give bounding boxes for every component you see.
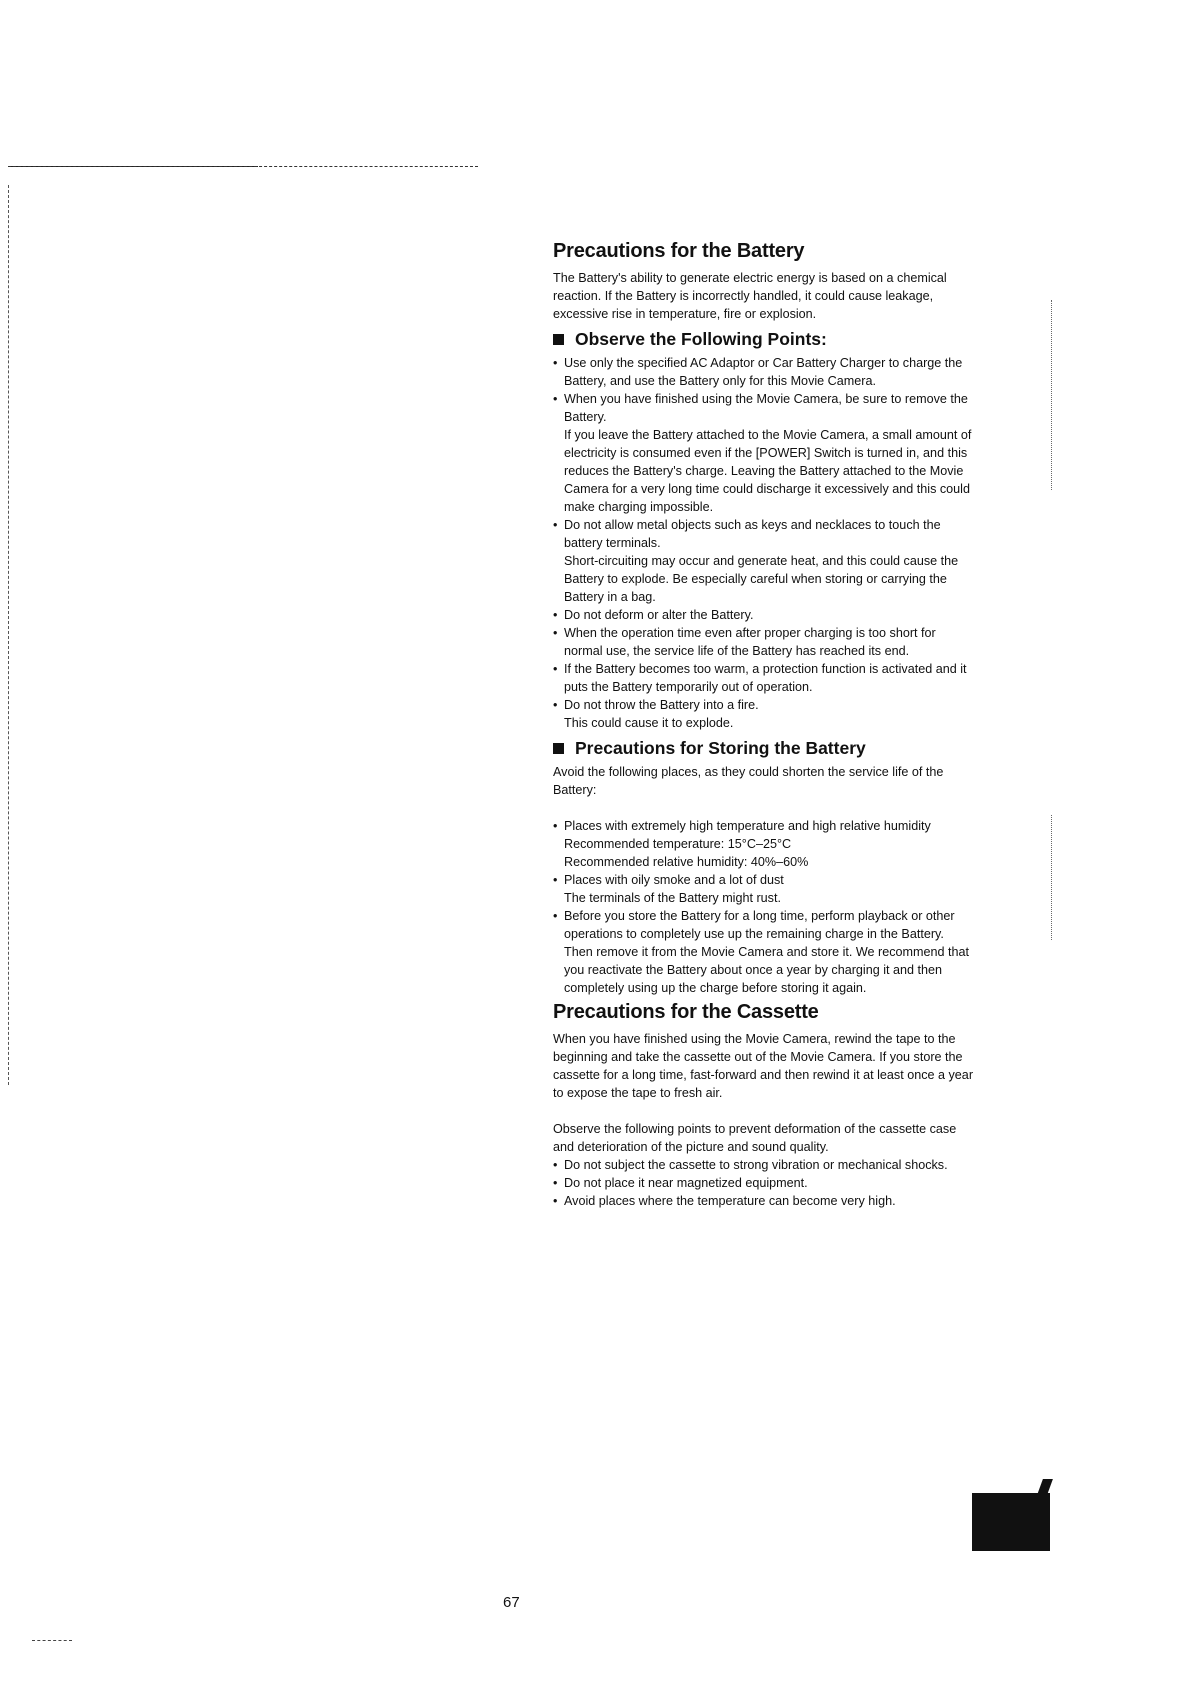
cassette-section-title: Precautions for the Cassette — [553, 1001, 819, 1023]
cassette-list — [553, 1156, 973, 1210]
observe-heading — [553, 329, 973, 350]
list-item — [553, 871, 973, 907]
list-item — [553, 907, 973, 997]
spacer — [553, 1102, 973, 1120]
square-bullet-icon — [553, 334, 564, 345]
page-number: 67 — [503, 1594, 520, 1611]
list-item — [553, 1174, 973, 1192]
battery-intro: The Battery's ability to generate electric energy is based on a chemical reaction. If the Battery is incorrectly handled, it could cause leakage, excessive rise in temperature, fire or explosion. — [553, 271, 947, 321]
list-item-text: Do not allow metal objects such as keys and necklaces to touch the battery terminals. — [564, 518, 941, 550]
scan-artifact-right-tick-2 — [1051, 815, 1052, 940]
scan-artifact-footer-mark — [32, 1640, 72, 1641]
list-item-text: Use only the specified AC Adaptor or Car Battery Charger to charge the Battery, and use the Battery only for this Movie Camera. — [564, 356, 963, 388]
list-item-text: Do not place it near magnetized equipment. — [564, 1176, 808, 1190]
observe-list — [553, 354, 973, 732]
list-item-text: Avoid places where the temperature can become very high. — [564, 1194, 896, 1208]
list-item-subtext: Recommended relative humidity: 40%–60% — [564, 855, 809, 869]
list-item — [553, 817, 973, 871]
battery-section-title: Precautions for the Battery — [553, 240, 805, 262]
list-item-subtext: Short-circuiting may occur and generate heat, and this could cause the Battery to explode. Be especially careful when storing or carrying the Battery in a bag. — [564, 554, 959, 604]
list-item — [553, 516, 973, 606]
list-item-subtext: Recommended temperature: 15°C–25°C — [564, 837, 792, 851]
page-content — [553, 240, 973, 1210]
list-item-text: Do not throw the Battery into a fire. — [564, 698, 759, 712]
scan-artifact-line-dashed — [8, 166, 478, 167]
list-item-text: Do not subject the cassette to strong vibration or mechanical shocks. — [564, 1158, 948, 1172]
cassette-intro: When you have finished using the Movie Camera, rewind the tape to the beginning and take the cassette out of the Movie Camera. If you store the cassette for a long time, fast-forward and then rewind it at least once a year to expose the tape to fresh air. — [553, 1032, 974, 1100]
scan-artifact-right-tick — [1051, 300, 1052, 490]
list-item — [553, 390, 973, 516]
list-item-subtext: If you leave the Battery attached to the Movie Camera, a small amount of electricity is consumed even if the [POWER] Switch is turned in, and this reduces the Battery's charge. Leaving the Battery attached to the Movie Camera for a very long time could discharge it excessively and this could make charging impossible. — [564, 428, 972, 514]
scan-artifact-left-edge — [8, 185, 9, 1085]
storing-list — [553, 817, 973, 997]
list-item-text: Before you store the Battery for a long time, perform playback or other operations to completely use up the remaining charge in the Battery. Then remove it from the Movie Camera and store it. We recommend that you reactivate the Battery about once a year by charging it and then completely using up the charge before storing it again. — [564, 909, 970, 995]
list-item — [553, 660, 973, 696]
list-item-text: If the Battery becomes too warm, a protection function is activated and it puts the Battery temporarily out of operation. — [564, 662, 967, 694]
list-item-subtext: The terminals of the Battery might rust. — [564, 891, 781, 905]
list-item-text: When you have finished using the Movie Camera, be sure to remove the Battery. — [564, 392, 968, 424]
spacer — [553, 799, 973, 817]
list-item — [553, 1156, 973, 1174]
list-item — [553, 1192, 973, 1210]
list-item — [553, 696, 973, 732]
observe-title: Observe the Following Points: — [575, 329, 827, 349]
storing-intro: Avoid the following places, as they could shorten the service life of the Battery: — [553, 765, 944, 797]
list-item-text: Places with extremely high temperature and high relative humidity — [564, 819, 931, 833]
list-item — [553, 606, 973, 624]
square-bullet-icon — [553, 743, 564, 754]
list-item-text: Do not deform or alter the Battery. — [564, 608, 754, 622]
index-tab-marker — [972, 1493, 1050, 1551]
list-item-text: When the operation time even after proper charging is too short for normal use, the service life of the Battery has reached its end. — [564, 626, 936, 658]
list-item — [553, 354, 973, 390]
cassette-intro-2: Observe the following points to prevent deformation of the cassette case and deterioration of the picture and sound quality. — [553, 1122, 957, 1154]
list-item-subtext: This could cause it to explode. — [564, 716, 734, 730]
storing-title: Precautions for Storing the Battery — [575, 738, 866, 758]
list-item — [553, 624, 973, 660]
storing-heading — [553, 738, 973, 759]
list-item-text: Places with oily smoke and a lot of dust — [564, 873, 784, 887]
